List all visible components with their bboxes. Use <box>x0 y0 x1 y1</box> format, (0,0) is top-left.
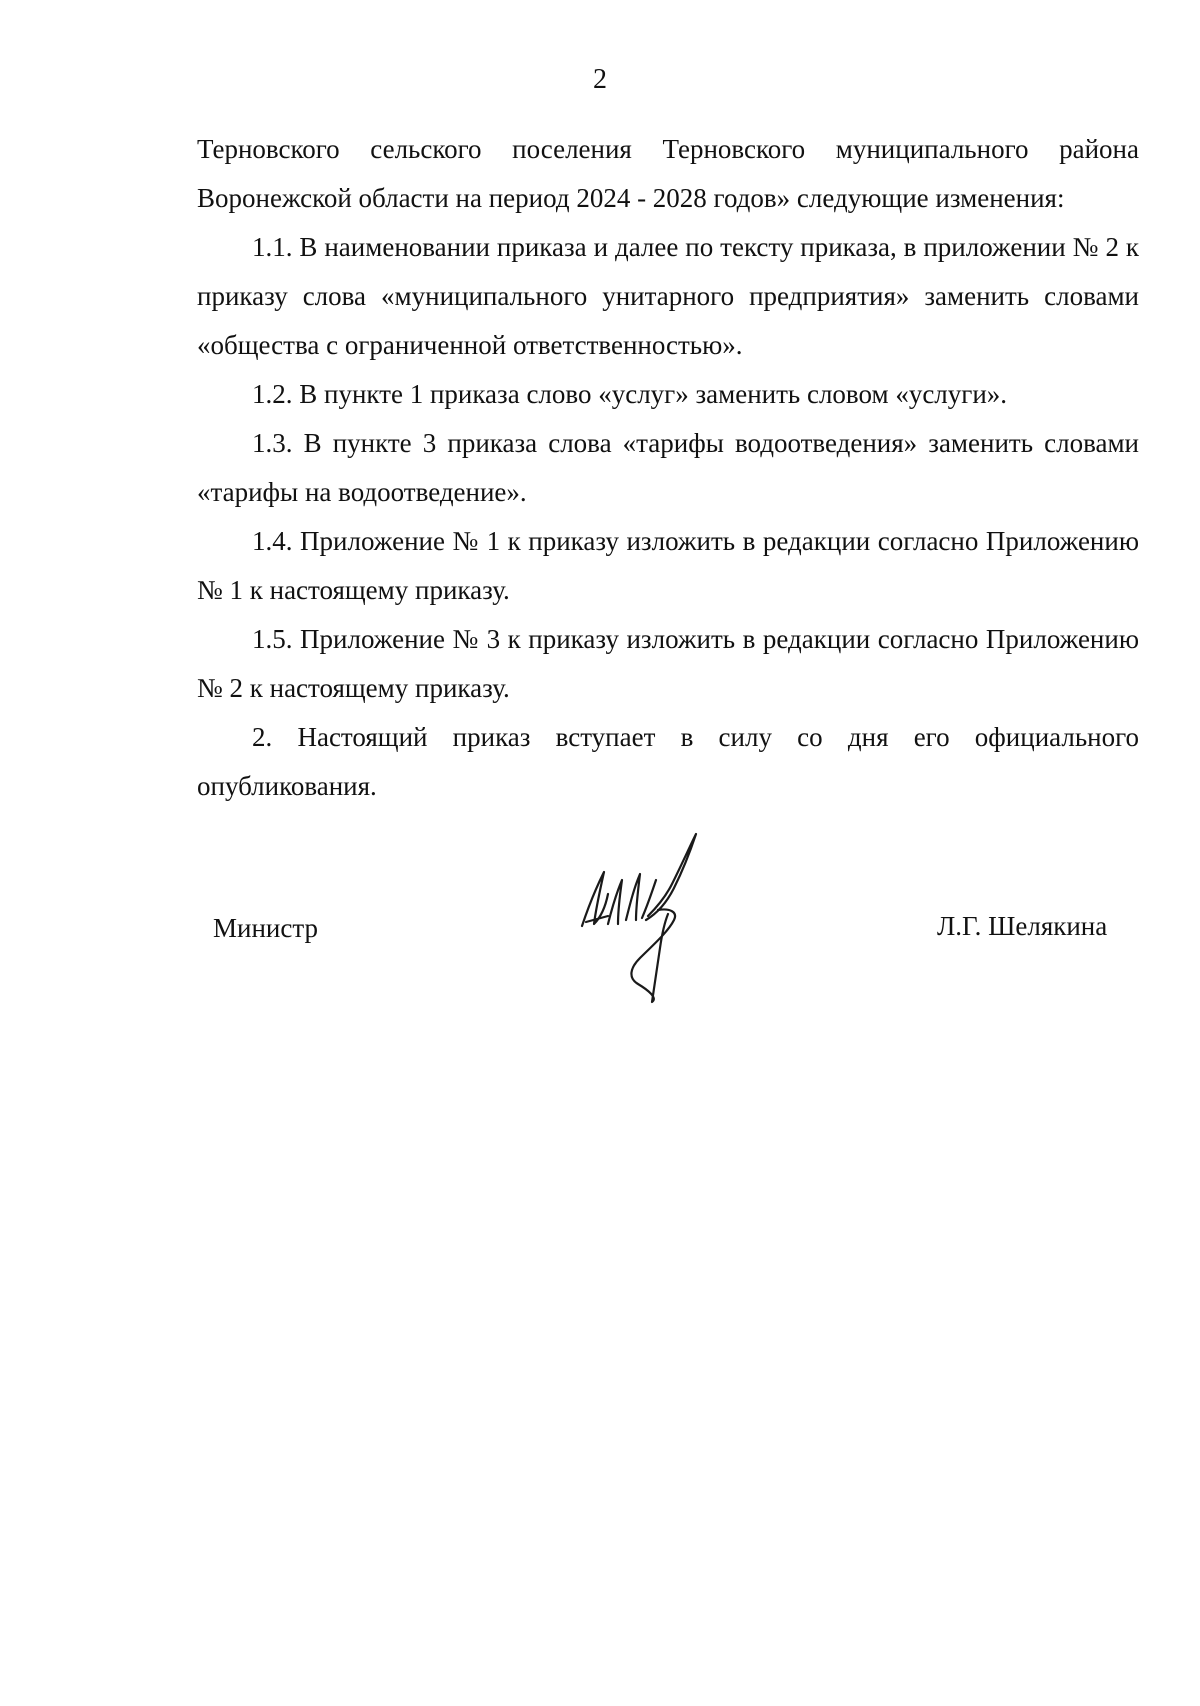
page-number: 2 <box>593 64 607 95</box>
paragraph-1-1: 1.1. В наименовании приказа и далее по тексту приказа, в приложении № 2 к приказу слова «муниципального унитарного предприятия» заменить словами «общества с ограниченной ответственностью». <box>197 232 1139 360</box>
signatory-name: Л.Г. Шелякина <box>937 911 1108 941</box>
paragraph-1-4: 1.4. Приложение № 1 к приказу изложить в редакции согласно Приложению № 1 к настоящему приказу. <box>197 526 1139 605</box>
paragraph-1-3: 1.3. В пункте 3 приказа слова «тарифы водоотведения» заменить словами «тарифы на водоотведение». <box>197 428 1139 507</box>
paragraph-1-2: 1.2. В пункте 1 приказа слово «услуг» заменить словом «услуги». <box>252 379 1008 409</box>
handwritten-signature <box>578 828 728 1008</box>
paragraph-2: 2. Настоящий приказ вступает в силу со дня его официального опубликования. <box>197 722 1139 801</box>
paragraph-1-5: 1.5. Приложение № 3 к приказу изложить в редакции согласно Приложению № 2 к настоящему приказу. <box>197 624 1139 703</box>
document-body <box>197 125 1139 811</box>
signatory-title: Министр <box>213 913 318 943</box>
paragraph-intro-continuation: Терновского сельского поселения Терновского муниципального района Воронежской области на период 2024 - 2028 годов» следующие изменения: <box>197 134 1139 213</box>
